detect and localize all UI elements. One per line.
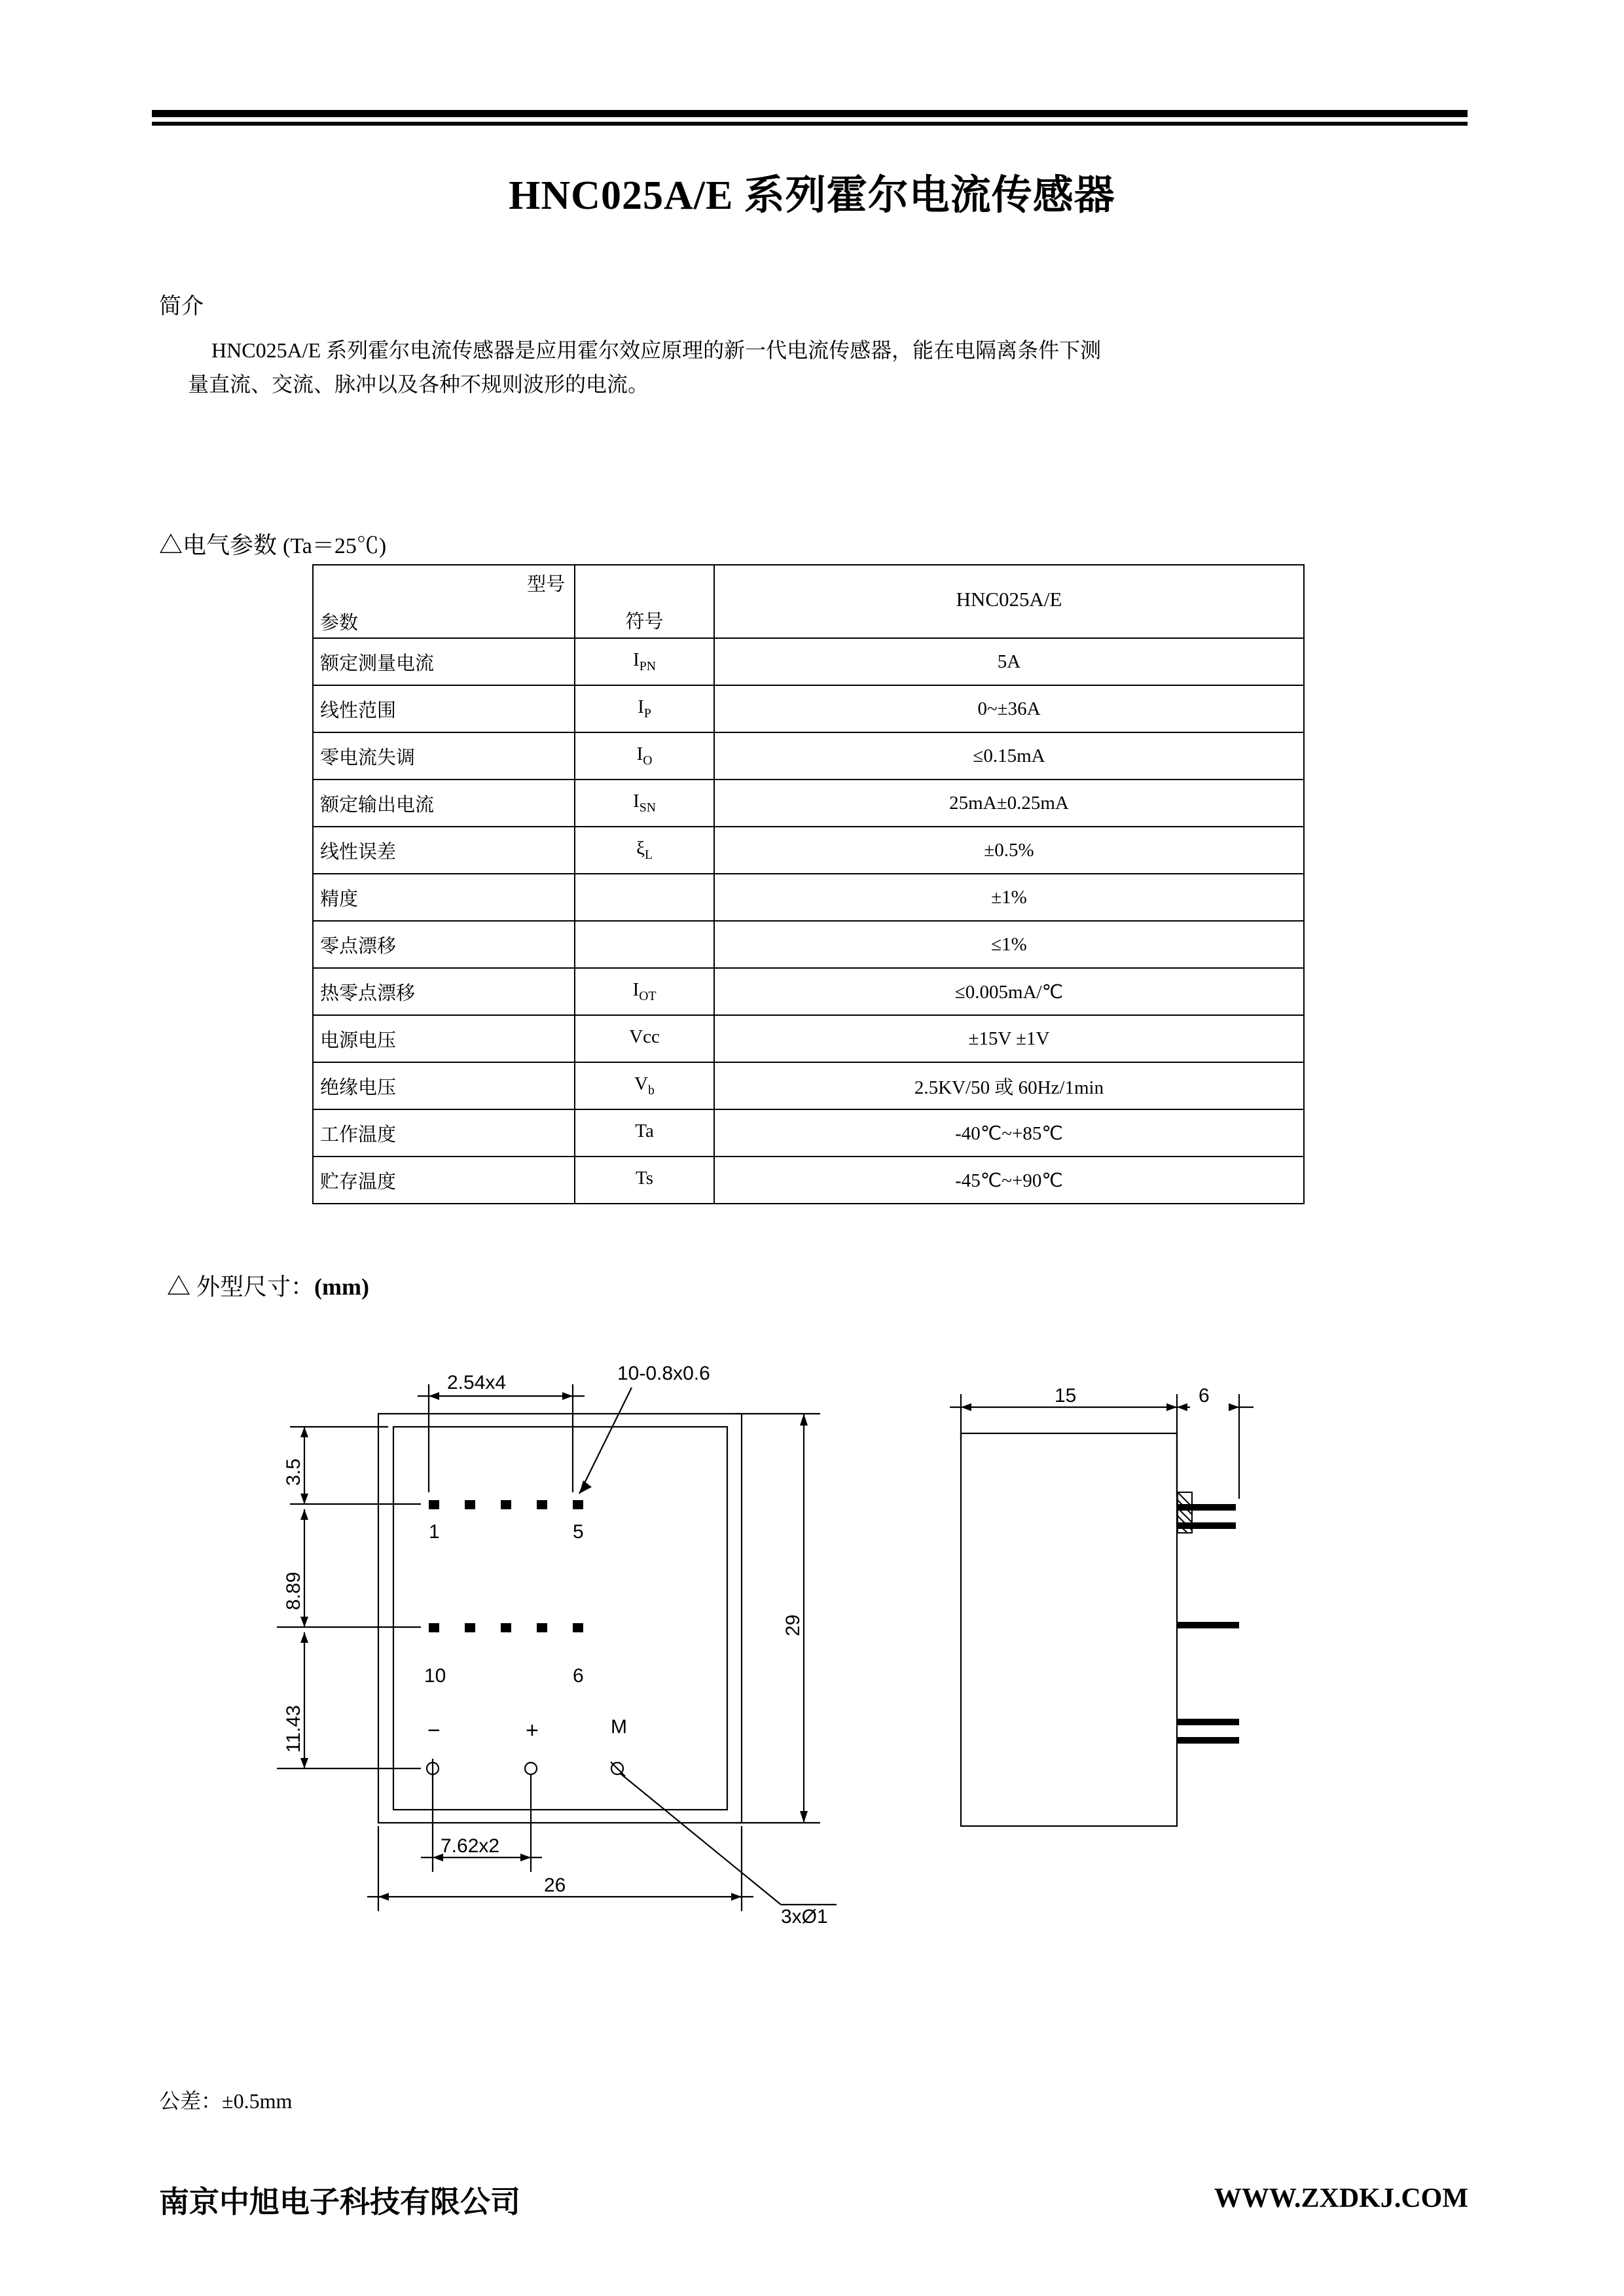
electrical-params-label: △电气参数	[159, 532, 278, 558]
symbol-base: I	[632, 979, 640, 1001]
dim-bottom-width	[367, 1826, 753, 1911]
table-header-value-label: HNC025A/E	[956, 588, 1062, 611]
symbol-base: Ta	[635, 1121, 654, 1142]
row-value: 5A	[714, 638, 1304, 685]
intro-paragraph	[159, 334, 1475, 402]
row-value: ±0.5%	[714, 827, 1304, 874]
table-header-value	[714, 565, 1304, 638]
row-symbol	[575, 968, 714, 1015]
header-divider	[152, 110, 1468, 126]
front-mounting-holes	[427, 1759, 625, 1778]
dim-side-body-label: 15	[1055, 1385, 1077, 1407]
table-row	[313, 732, 1304, 780]
intro-heading: 简介	[159, 295, 204, 319]
dim-left-3-5	[290, 1427, 421, 1504]
dimension-heading-label: △ 外型尺寸：	[167, 1274, 315, 1300]
front-top-pads	[429, 1500, 583, 1509]
table-header-model: 型号	[527, 574, 566, 595]
dim-holes-label: 3xØ1	[781, 1906, 828, 1928]
table-header-symbol	[575, 565, 714, 638]
row-value: ±1%	[714, 874, 1304, 921]
row-param: 绝缘电压	[313, 1062, 575, 1109]
electrical-params-condition: (Ta＝25℃)	[283, 534, 387, 558]
row-param: 线性范围	[313, 685, 575, 732]
row-value: -45℃~+90℃	[714, 1157, 1304, 1204]
row-param: 热零点漂移	[313, 968, 575, 1015]
tolerance-note: 公差：±0.5mm	[159, 2089, 293, 2113]
symbol-base: I	[636, 744, 643, 765]
row-param: 精度	[313, 874, 575, 921]
dim-pitch-top	[418, 1384, 585, 1492]
row-param: 线性误差	[313, 827, 575, 874]
electrical-params-heading	[159, 527, 386, 560]
row-value: ±15V ±1V	[714, 1015, 1304, 1062]
table-row	[313, 827, 1304, 874]
row-param: 零点漂移	[313, 921, 575, 968]
symbol-base: V	[634, 1073, 649, 1095]
row-symbol	[575, 874, 714, 921]
row-value: ≤1%	[714, 921, 1304, 968]
row-param: 额定测量电流	[313, 638, 575, 685]
table-header-corner	[313, 565, 575, 638]
terminal-plus: +	[526, 1718, 539, 1743]
row-param: 贮存温度	[313, 1157, 575, 1204]
symbol-sub: P	[643, 706, 651, 721]
table-row	[313, 780, 1304, 827]
row-value: 25mA±0.25mA	[714, 780, 1304, 827]
table-row	[313, 1015, 1304, 1062]
table-row	[313, 921, 1304, 968]
symbol-sub: O	[643, 753, 653, 768]
dim-bottom-pitch-label: 7.62x2	[441, 1835, 500, 1857]
dimension-unit: (mm)	[314, 1274, 369, 1300]
front-body-inner	[393, 1427, 727, 1810]
dim-left-11-43-label: 11.43	[283, 1705, 304, 1753]
dim-right-29	[735, 1414, 820, 1823]
table-header-param: 参数	[320, 613, 359, 634]
dim-side-body	[950, 1394, 1190, 1498]
footer-website[interactable]: WWW.ZXDKJ.COM	[1214, 2183, 1468, 2214]
row-value: 0~±36A	[714, 685, 1304, 732]
specification-table	[312, 564, 1305, 1204]
row-value: ≤0.005mA/℃	[714, 968, 1304, 1015]
table-row	[313, 874, 1304, 921]
symbol-base: Ts	[636, 1168, 654, 1189]
dim-left-8-89-label: 8.89	[283, 1571, 304, 1610]
pin-label-1: 1	[429, 1521, 440, 1543]
table-header-row	[313, 565, 1304, 638]
row-symbol	[575, 732, 714, 780]
dim-bottom-width-label: 26	[544, 1874, 566, 1896]
table-row	[313, 1062, 1304, 1109]
dim-left-3-5-label: 3.5	[283, 1458, 304, 1486]
outline-drawing	[159, 1329, 1475, 2029]
symbol-base: Vcc	[629, 1026, 660, 1048]
pin-label-6: 6	[573, 1665, 584, 1687]
row-symbol	[575, 1062, 714, 1109]
symbol-sub: SN	[639, 800, 656, 815]
row-symbol	[575, 827, 714, 874]
dim-pad-callout	[579, 1388, 632, 1494]
intro-line-1: HNC025A/E 系列霍尔电流传感器是应用霍尔效应原理的新一代电流传感器，能在电隔离条件下测	[211, 338, 1102, 362]
symbol-sub: PN	[639, 658, 656, 673]
side-pins	[1177, 1504, 1239, 1744]
row-symbol	[575, 921, 714, 968]
dimension-heading	[167, 1268, 369, 1302]
symbol-base: ξ	[636, 838, 645, 859]
row-param: 工作温度	[313, 1109, 575, 1157]
dim-side-pin-label: 6	[1199, 1385, 1210, 1407]
table-row	[313, 1109, 1304, 1157]
row-symbol	[575, 685, 714, 732]
front-bottom-pads	[429, 1623, 583, 1632]
row-symbol	[575, 1157, 714, 1204]
table-row	[313, 638, 1304, 685]
footer-company: 南京中旭电子科技有限公司	[159, 2185, 520, 2219]
row-value: -40℃~+85℃	[714, 1109, 1304, 1157]
side-body-outline	[961, 1433, 1177, 1826]
row-symbol	[575, 1015, 714, 1062]
symbol-sub: L	[644, 847, 653, 862]
dim-right-29-label: 29	[782, 1614, 804, 1636]
page-title: HNC025A/E 系列霍尔电流传感器	[509, 173, 1115, 218]
row-symbol	[575, 1109, 714, 1157]
row-param: 额定输出电流	[313, 780, 575, 827]
intro-line-2: 量直流、交流、脉冲以及各种不规则波形的电流。	[188, 372, 649, 396]
symbol-base: I	[638, 696, 644, 718]
row-symbol	[575, 780, 714, 827]
dim-pitch-top-label: 2.54x4	[447, 1372, 507, 1393]
symbol-base: I	[633, 649, 640, 671]
symbol-sub: b	[648, 1083, 655, 1098]
table-row	[313, 968, 1304, 1015]
pin-label-10: 10	[424, 1665, 446, 1687]
row-param: 电源电压	[313, 1015, 575, 1062]
dim-pad-label: 10-0.8x0.6	[617, 1363, 710, 1384]
dim-side-pin	[1177, 1394, 1254, 1499]
table-header-symbol-label: 符号	[625, 611, 664, 632]
table-row	[313, 1157, 1304, 1204]
terminal-m: M	[611, 1716, 627, 1738]
symbol-sub: OT	[639, 988, 657, 1003]
row-value: 2.5KV/50 或 60Hz/1min	[714, 1062, 1304, 1109]
terminal-minus: −	[427, 1718, 441, 1743]
table-row	[313, 685, 1304, 732]
row-symbol	[575, 638, 714, 685]
symbol-base: I	[633, 791, 640, 812]
row-param: 零电流失调	[313, 732, 575, 780]
row-value: ≤0.15mA	[714, 732, 1304, 780]
pin-label-5: 5	[573, 1521, 584, 1543]
